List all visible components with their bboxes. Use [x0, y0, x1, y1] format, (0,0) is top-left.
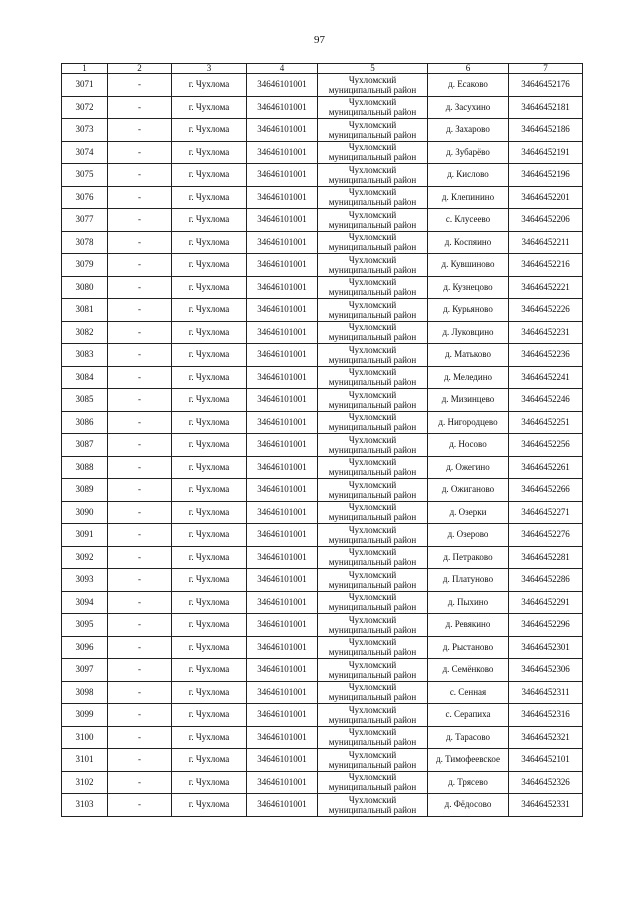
code-cell: 34646101001 — [247, 231, 318, 254]
dash-cell: - — [108, 344, 172, 367]
district-cell: Чухломский муниципальный район — [318, 614, 428, 637]
table-row — [62, 186, 583, 209]
dash-cell: - — [108, 389, 172, 412]
row-number-cell: 3100 — [62, 726, 108, 749]
district-cell: Чухломский муниципальный район — [318, 141, 428, 164]
oktmo-cell: 34646452221 — [509, 276, 583, 299]
city-cell: г. Чухлома — [172, 276, 247, 299]
oktmo-cell: 34646452201 — [509, 186, 583, 209]
district-cell: Чухломский муниципальный район — [318, 74, 428, 97]
city-cell: г. Чухлома — [172, 231, 247, 254]
district-cell: Чухломский муниципальный район — [318, 299, 428, 322]
table-row — [62, 231, 583, 254]
district-cell: Чухломский муниципальный район — [318, 119, 428, 142]
city-cell: г. Чухлома — [172, 636, 247, 659]
row-number-cell: 3103 — [62, 794, 108, 817]
table-row — [62, 726, 583, 749]
code-cell: 34646101001 — [247, 614, 318, 637]
row-number-cell: 3093 — [62, 569, 108, 592]
code-cell: 34646101001 — [247, 344, 318, 367]
row-number-cell: 3102 — [62, 771, 108, 794]
district-cell: Чухломский муниципальный район — [318, 726, 428, 749]
settlement-cell: д. Семёнково — [428, 659, 509, 682]
district-cell: Чухломский муниципальный район — [318, 704, 428, 727]
dash-cell: - — [108, 704, 172, 727]
settlement-cell: д. Клепинино — [428, 186, 509, 209]
code-cell: 34646101001 — [247, 74, 318, 97]
code-cell: 34646101001 — [247, 524, 318, 547]
column-header: 3 — [172, 64, 247, 74]
table-row — [62, 411, 583, 434]
district-cell: Чухломский муниципальный район — [318, 659, 428, 682]
dash-cell: - — [108, 434, 172, 457]
district-cell: Чухломский муниципальный район — [318, 254, 428, 277]
district-cell: Чухломский муниципальный район — [318, 96, 428, 119]
oktmo-cell: 34646452236 — [509, 344, 583, 367]
table-row — [62, 479, 583, 502]
dash-cell: - — [108, 141, 172, 164]
oktmo-cell: 34646452181 — [509, 96, 583, 119]
dash-cell: - — [108, 96, 172, 119]
city-cell: г. Чухлома — [172, 164, 247, 187]
row-number-cell: 3074 — [62, 141, 108, 164]
oktmo-cell: 34646452311 — [509, 681, 583, 704]
settlement-cell: д. Зубарёво — [428, 141, 509, 164]
table-row — [62, 681, 583, 704]
dash-cell: - — [108, 749, 172, 772]
city-cell: г. Чухлома — [172, 456, 247, 479]
oktmo-cell: 34646452191 — [509, 141, 583, 164]
row-number-cell: 3095 — [62, 614, 108, 637]
code-cell: 34646101001 — [247, 186, 318, 209]
table-row — [62, 344, 583, 367]
district-cell: Чухломский муниципальный район — [318, 366, 428, 389]
settlement-cell: д. Петраково — [428, 546, 509, 569]
settlement-cell: д. Озерки — [428, 501, 509, 524]
settlement-cell: д. Мизинцево — [428, 389, 509, 412]
district-cell: Чухломский муниципальный район — [318, 479, 428, 502]
settlement-cell: д. Платуново — [428, 569, 509, 592]
code-cell: 34646101001 — [247, 119, 318, 142]
column-header: 2 — [108, 64, 172, 74]
code-cell: 34646101001 — [247, 254, 318, 277]
dash-cell: - — [108, 726, 172, 749]
city-cell: г. Чухлома — [172, 366, 247, 389]
code-cell: 34646101001 — [247, 591, 318, 614]
row-number-cell: 3086 — [62, 411, 108, 434]
settlement-cell: д. Курьяново — [428, 299, 509, 322]
table-row — [62, 614, 583, 637]
dash-cell: - — [108, 209, 172, 232]
row-number-cell: 3071 — [62, 74, 108, 97]
city-cell: г. Чухлома — [172, 704, 247, 727]
code-cell: 34646101001 — [247, 321, 318, 344]
table-row — [62, 749, 583, 772]
table-body — [62, 74, 583, 817]
table-row — [62, 636, 583, 659]
district-cell: Чухломский муниципальный район — [318, 524, 428, 547]
oktmo-cell: 34646452301 — [509, 636, 583, 659]
city-cell: г. Чухлома — [172, 411, 247, 434]
row-number-cell: 3073 — [62, 119, 108, 142]
oktmo-cell: 34646452216 — [509, 254, 583, 277]
table-row — [62, 299, 583, 322]
table-row — [62, 704, 583, 727]
oktmo-cell: 34646452271 — [509, 501, 583, 524]
oktmo-cell: 34646452266 — [509, 479, 583, 502]
city-cell: г. Чухлома — [172, 749, 247, 772]
code-cell: 34646101001 — [247, 276, 318, 299]
dash-cell: - — [108, 164, 172, 187]
settlement-cell: д. Тимофеевское — [428, 749, 509, 772]
code-cell: 34646101001 — [247, 636, 318, 659]
city-cell: г. Чухлома — [172, 681, 247, 704]
dash-cell: - — [108, 546, 172, 569]
row-number-cell: 3076 — [62, 186, 108, 209]
row-number-cell: 3083 — [62, 344, 108, 367]
row-number-cell: 3097 — [62, 659, 108, 682]
city-cell: г. Чухлома — [172, 96, 247, 119]
city-cell: г. Чухлома — [172, 119, 247, 142]
oktmo-cell: 34646452316 — [509, 704, 583, 727]
table-row — [62, 321, 583, 344]
dash-cell: - — [108, 681, 172, 704]
settlement-cell: д. Кислово — [428, 164, 509, 187]
dash-cell: - — [108, 794, 172, 817]
table-row — [62, 794, 583, 817]
settlement-cell: д. Трясево — [428, 771, 509, 794]
oktmo-cell: 34646452231 — [509, 321, 583, 344]
oktmo-cell: 34646452286 — [509, 569, 583, 592]
table-row — [62, 524, 583, 547]
oktmo-cell: 34646452291 — [509, 591, 583, 614]
row-number-cell: 3075 — [62, 164, 108, 187]
oktmo-cell: 34646452226 — [509, 299, 583, 322]
row-number-cell: 3098 — [62, 681, 108, 704]
oktmo-cell: 34646452256 — [509, 434, 583, 457]
row-number-cell: 3096 — [62, 636, 108, 659]
city-cell: г. Чухлома — [172, 569, 247, 592]
settlement-cell: д. Кувшиново — [428, 254, 509, 277]
city-cell: г. Чухлома — [172, 794, 247, 817]
settlement-cell: д. Пыхино — [428, 591, 509, 614]
oktmo-cell: 34646452196 — [509, 164, 583, 187]
header-row — [62, 64, 583, 74]
district-cell: Чухломский муниципальный район — [318, 794, 428, 817]
row-number-cell: 3080 — [62, 276, 108, 299]
oktmo-cell: 34646452296 — [509, 614, 583, 637]
page-number: 97 — [314, 34, 325, 46]
code-cell: 34646101001 — [247, 389, 318, 412]
city-cell: г. Чухлома — [172, 344, 247, 367]
dash-cell: - — [108, 771, 172, 794]
code-cell: 34646101001 — [247, 299, 318, 322]
oktmo-cell: 34646452241 — [509, 366, 583, 389]
code-cell: 34646101001 — [247, 164, 318, 187]
dash-cell: - — [108, 366, 172, 389]
column-header: 6 — [428, 64, 509, 74]
table-row — [62, 74, 583, 97]
settlement-cell: д. Ожиганово — [428, 479, 509, 502]
city-cell: г. Чухлома — [172, 186, 247, 209]
district-cell: Чухломский муниципальный район — [318, 456, 428, 479]
code-cell: 34646101001 — [247, 366, 318, 389]
oktmo-cell: 34646452261 — [509, 456, 583, 479]
table-row — [62, 591, 583, 614]
settlement-cell: д. Захарово — [428, 119, 509, 142]
table-row — [62, 119, 583, 142]
dash-cell: - — [108, 614, 172, 637]
oktmo-cell: 34646452186 — [509, 119, 583, 142]
code-cell: 34646101001 — [247, 434, 318, 457]
city-cell: г. Чухлома — [172, 434, 247, 457]
oktmo-cell: 34646452281 — [509, 546, 583, 569]
code-cell: 34646101001 — [247, 659, 318, 682]
table-row — [62, 659, 583, 682]
district-cell: Чухломский муниципальный район — [318, 591, 428, 614]
oktmo-cell: 34646452276 — [509, 524, 583, 547]
dash-cell: - — [108, 254, 172, 277]
column-header: 7 — [509, 64, 583, 74]
oktmo-cell: 34646452251 — [509, 411, 583, 434]
oktmo-cell: 34646452101 — [509, 749, 583, 772]
row-number-cell: 3099 — [62, 704, 108, 727]
dash-cell: - — [108, 569, 172, 592]
settlement-cell: д. Засухино — [428, 96, 509, 119]
table-row — [62, 141, 583, 164]
settlement-cell: д. Ревякино — [428, 614, 509, 637]
city-cell: г. Чухлома — [172, 501, 247, 524]
table-row — [62, 501, 583, 524]
settlement-cell: д. Коспяино — [428, 231, 509, 254]
row-number-cell: 3090 — [62, 501, 108, 524]
city-cell: г. Чухлома — [172, 141, 247, 164]
city-cell: г. Чухлома — [172, 771, 247, 794]
district-cell: Чухломский муниципальный район — [318, 771, 428, 794]
table-row — [62, 456, 583, 479]
table-row — [62, 276, 583, 299]
oktmo-cell: 34646452246 — [509, 389, 583, 412]
district-cell: Чухломский муниципальный район — [318, 569, 428, 592]
district-cell: Чухломский муниципальный район — [318, 321, 428, 344]
code-cell: 34646101001 — [247, 569, 318, 592]
column-header: 1 — [62, 64, 108, 74]
dash-cell: - — [108, 456, 172, 479]
settlement-cell: д. Меледино — [428, 366, 509, 389]
settlement-cell: д. Ожегино — [428, 456, 509, 479]
row-number-cell: 3091 — [62, 524, 108, 547]
row-number-cell: 3084 — [62, 366, 108, 389]
table-row — [62, 546, 583, 569]
settlement-cell: с. Сенная — [428, 681, 509, 704]
settlement-cell: д. Тарасово — [428, 726, 509, 749]
settlement-cell: д. Есаково — [428, 74, 509, 97]
city-cell: г. Чухлома — [172, 659, 247, 682]
city-cell: г. Чухлома — [172, 209, 247, 232]
code-cell: 34646101001 — [247, 479, 318, 502]
settlement-cell: д. Нигородцево — [428, 411, 509, 434]
row-number-cell: 3079 — [62, 254, 108, 277]
city-cell: г. Чухлома — [172, 614, 247, 637]
row-number-cell: 3077 — [62, 209, 108, 232]
oktmo-cell: 34646452206 — [509, 209, 583, 232]
table-row — [62, 209, 583, 232]
district-cell: Чухломский муниципальный район — [318, 411, 428, 434]
column-header: 4 — [247, 64, 318, 74]
settlement-cell: д. Кузнецово — [428, 276, 509, 299]
table-row — [62, 434, 583, 457]
dash-cell: - — [108, 119, 172, 142]
city-cell: г. Чухлома — [172, 524, 247, 547]
district-cell: Чухломский муниципальный район — [318, 434, 428, 457]
dash-cell: - — [108, 411, 172, 434]
dash-cell: - — [108, 524, 172, 547]
settlement-cell: с. Серапиха — [428, 704, 509, 727]
row-number-cell: 3101 — [62, 749, 108, 772]
code-cell: 34646101001 — [247, 546, 318, 569]
district-cell: Чухломский муниципальный район — [318, 389, 428, 412]
dash-cell: - — [108, 231, 172, 254]
code-cell: 34646101001 — [247, 96, 318, 119]
district-cell: Чухломский муниципальный район — [318, 501, 428, 524]
dash-cell: - — [108, 659, 172, 682]
city-cell: г. Чухлома — [172, 299, 247, 322]
table-row — [62, 164, 583, 187]
code-cell: 34646101001 — [247, 726, 318, 749]
row-number-cell: 3088 — [62, 456, 108, 479]
settlement-cell: д. Озерово — [428, 524, 509, 547]
oktmo-cell: 34646452306 — [509, 659, 583, 682]
registry-table — [61, 63, 583, 817]
row-number-cell: 3085 — [62, 389, 108, 412]
district-cell: Чухломский муниципальный район — [318, 681, 428, 704]
district-cell: Чухломский муниципальный район — [318, 344, 428, 367]
dash-cell: - — [108, 276, 172, 299]
row-number-cell: 3072 — [62, 96, 108, 119]
code-cell: 34646101001 — [247, 141, 318, 164]
row-number-cell: 3081 — [62, 299, 108, 322]
oktmo-cell: 34646452211 — [509, 231, 583, 254]
oktmo-cell: 34646452321 — [509, 726, 583, 749]
code-cell: 34646101001 — [247, 456, 318, 479]
code-cell: 34646101001 — [247, 501, 318, 524]
city-cell: г. Чухлома — [172, 591, 247, 614]
district-cell: Чухломский муниципальный район — [318, 186, 428, 209]
table-row — [62, 389, 583, 412]
district-cell: Чухломский муниципальный район — [318, 276, 428, 299]
dash-cell: - — [108, 186, 172, 209]
city-cell: г. Чухлома — [172, 254, 247, 277]
settlement-cell: д. Носово — [428, 434, 509, 457]
code-cell: 34646101001 — [247, 794, 318, 817]
row-number-cell: 3078 — [62, 231, 108, 254]
city-cell: г. Чухлома — [172, 726, 247, 749]
dash-cell: - — [108, 636, 172, 659]
city-cell: г. Чухлома — [172, 389, 247, 412]
table-row — [62, 771, 583, 794]
code-cell: 34646101001 — [247, 771, 318, 794]
oktmo-cell: 34646452326 — [509, 771, 583, 794]
settlement-cell: д. Рыстаново — [428, 636, 509, 659]
code-cell: 34646101001 — [247, 681, 318, 704]
table-row — [62, 96, 583, 119]
district-cell: Чухломский муниципальный район — [318, 546, 428, 569]
district-cell: Чухломский муниципальный район — [318, 636, 428, 659]
district-cell: Чухломский муниципальный район — [318, 164, 428, 187]
dash-cell: - — [108, 479, 172, 502]
row-number-cell: 3082 — [62, 321, 108, 344]
dash-cell: - — [108, 591, 172, 614]
dash-cell: - — [108, 321, 172, 344]
table-row — [62, 366, 583, 389]
dash-cell: - — [108, 299, 172, 322]
settlement-cell: д. Фёдосово — [428, 794, 509, 817]
dash-cell: - — [108, 74, 172, 97]
city-cell: г. Чухлома — [172, 546, 247, 569]
city-cell: г. Чухлома — [172, 74, 247, 97]
row-number-cell: 3094 — [62, 591, 108, 614]
table-row — [62, 569, 583, 592]
city-cell: г. Чухлома — [172, 321, 247, 344]
code-cell: 34646101001 — [247, 749, 318, 772]
oktmo-cell: 34646452176 — [509, 74, 583, 97]
dash-cell: - — [108, 501, 172, 524]
settlement-cell: с. Клусеево — [428, 209, 509, 232]
code-cell: 34646101001 — [247, 209, 318, 232]
row-number-cell: 3089 — [62, 479, 108, 502]
code-cell: 34646101001 — [247, 704, 318, 727]
city-cell: г. Чухлома — [172, 479, 247, 502]
row-number-cell: 3087 — [62, 434, 108, 457]
row-number-cell: 3092 — [62, 546, 108, 569]
table-row — [62, 254, 583, 277]
district-cell: Чухломский муниципальный район — [318, 749, 428, 772]
column-header: 5 — [318, 64, 428, 74]
district-cell: Чухломский муниципальный район — [318, 209, 428, 232]
code-cell: 34646101001 — [247, 411, 318, 434]
settlement-cell: д. Матьково — [428, 344, 509, 367]
settlement-cell: д. Луковцино — [428, 321, 509, 344]
district-cell: Чухломский муниципальный район — [318, 231, 428, 254]
oktmo-cell: 34646452331 — [509, 794, 583, 817]
